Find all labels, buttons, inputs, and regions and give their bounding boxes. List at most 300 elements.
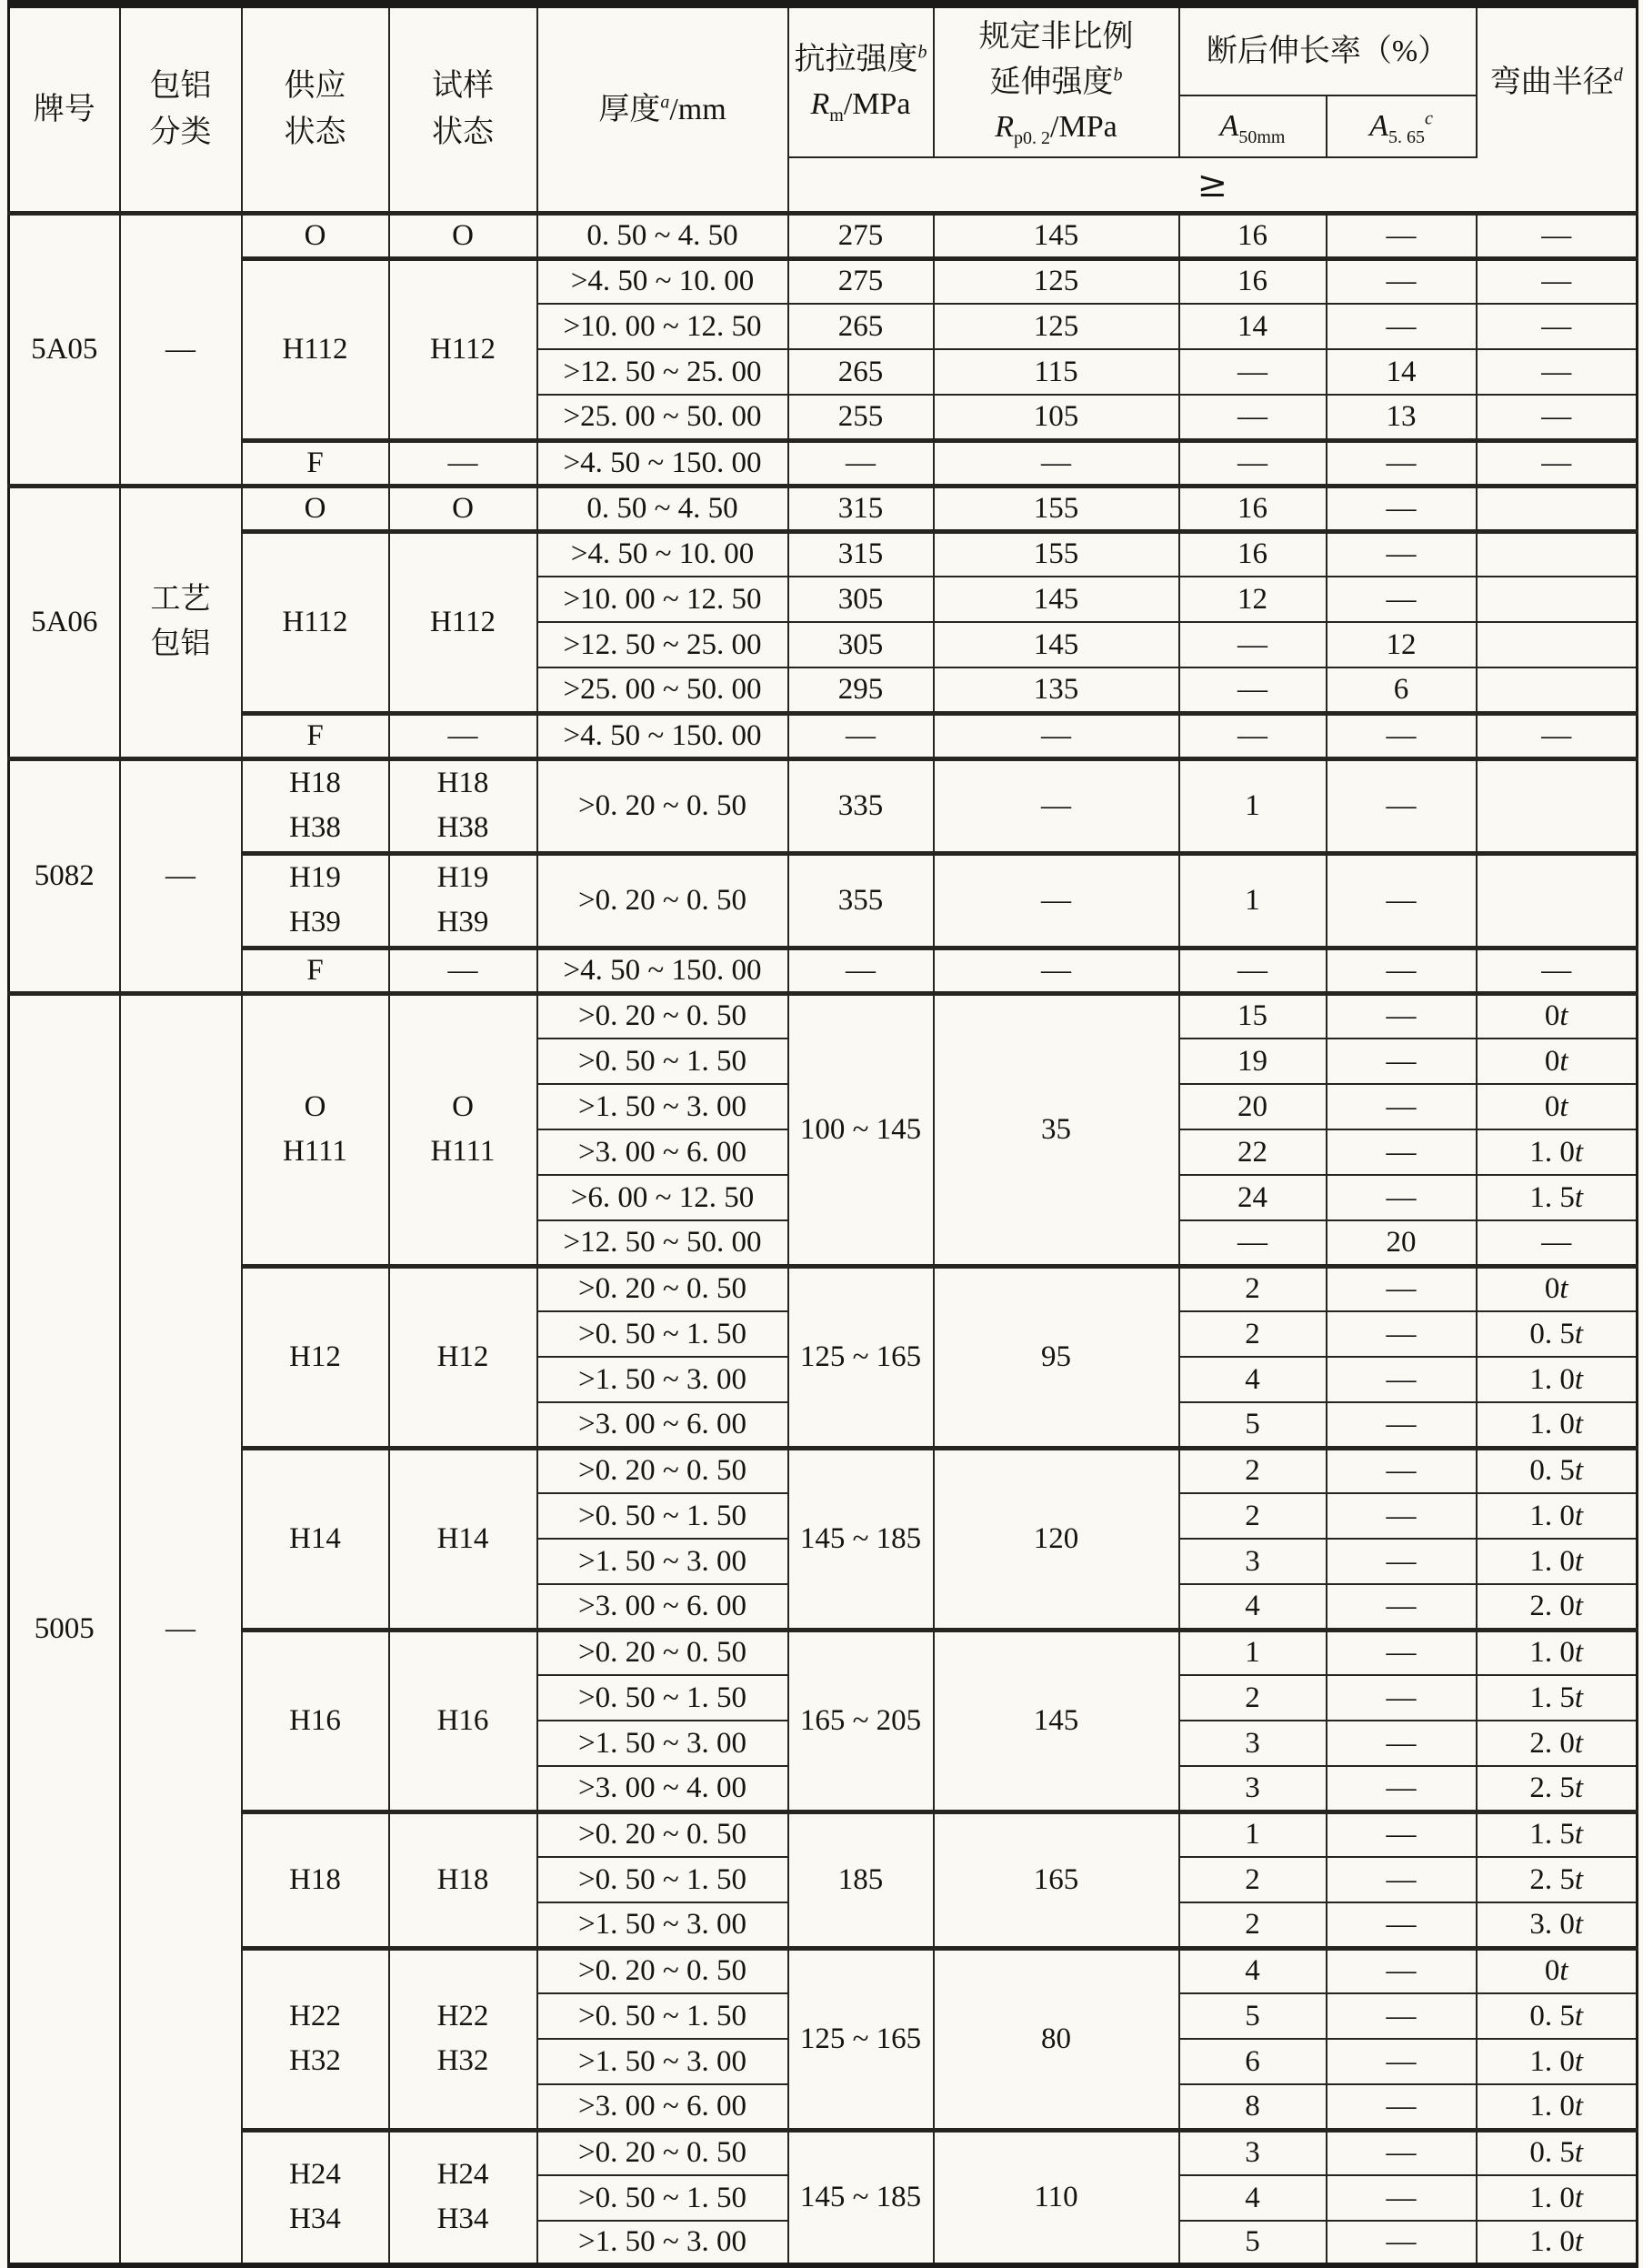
bend-cell <box>1477 758 1638 853</box>
bend-cell: 1. 0t <box>1477 1539 1638 1584</box>
a50-cell: 19 <box>1179 1039 1327 1084</box>
rm-cell: 100 ~ 145 <box>788 993 934 1266</box>
thickness-label: 厚度 <box>598 92 661 126</box>
thickness-cell: >0. 20 ~ 0. 50 <box>537 1448 788 1493</box>
a50-cell: 4 <box>1179 1948 1327 1993</box>
table-row <box>9 258 1638 304</box>
a565-cell: — <box>1327 1539 1477 1584</box>
bend-cell: — <box>1477 349 1638 395</box>
col-header-supply <box>242 5 389 214</box>
thickness-cell: >0. 20 ~ 0. 50 <box>537 2130 788 2175</box>
bend-cell: 1. 5t <box>1477 1175 1638 1220</box>
a50-cell: 16 <box>1179 486 1327 531</box>
thickness-cell: >0. 50 ~ 1. 50 <box>537 1039 788 1084</box>
thickness-cell: >3. 00 ~ 4. 00 <box>537 1766 788 1811</box>
thickness-cell: >4. 50 ~ 150. 00 <box>537 440 788 486</box>
thickness-cell: >12. 50 ~ 50. 00 <box>537 1220 788 1266</box>
col-header-clad-line2: 分类 <box>149 115 212 150</box>
a50-cell: 2 <box>1179 1857 1327 1902</box>
a565-cell: — <box>1327 948 1477 993</box>
a50-cell: 2 <box>1179 1675 1327 1721</box>
a50-cell: — <box>1179 440 1327 486</box>
rm-cell: 315 <box>788 531 934 577</box>
sample-cell: H19 H39 <box>389 853 537 948</box>
rm-cell: 275 <box>788 213 934 258</box>
col-header-a50 <box>1179 95 1327 157</box>
sample-cell: H12 <box>389 1266 537 1448</box>
a565-cell: — <box>1327 1902 1477 1948</box>
supply-cell: F <box>242 713 389 758</box>
rm-cell: 185 <box>788 1811 934 1948</box>
thickness-cell: >3. 00 ~ 6. 00 <box>537 1402 788 1448</box>
a50-cell: — <box>1179 713 1327 758</box>
rp-label-line2: 延伸强度 <box>989 65 1114 99</box>
rp-cell: 80 <box>934 1948 1179 2130</box>
thickness-cell: >0. 50 ~ 1. 50 <box>537 2175 788 2221</box>
a565-cell: — <box>1327 758 1477 853</box>
thickness-cell: >6. 00 ~ 12. 50 <box>537 1175 788 1220</box>
a565-cell: — <box>1327 304 1477 349</box>
bend-cell: 1. 0t <box>1477 1493 1638 1539</box>
thickness-cell: >10. 00 ~ 12. 50 <box>537 304 788 349</box>
col-header-clad <box>120 5 242 214</box>
sample-cell: H14 <box>389 1448 537 1630</box>
supply-cell: H18 H38 <box>242 758 389 853</box>
supply-cell: F <box>242 948 389 993</box>
a565-subscript: 5. 65 <box>1388 126 1425 147</box>
rp-cell: — <box>934 948 1179 993</box>
a50-cell: 1 <box>1179 758 1327 853</box>
footnote-c-marker: c <box>1424 108 1433 129</box>
thickness-cell: >4. 50 ~ 10. 00 <box>537 258 788 304</box>
bend-cell: 1. 5t <box>1477 1675 1638 1721</box>
supply-cell: O <box>242 486 389 531</box>
rm-cell: 315 <box>788 486 934 531</box>
footnote-b-marker: b <box>1113 65 1123 85</box>
bend-cell: 0t <box>1477 1084 1638 1129</box>
rm-cell: 275 <box>788 258 934 304</box>
footnote-d-marker: d <box>1613 65 1623 85</box>
thickness-cell: >0. 20 ~ 0. 50 <box>537 853 788 948</box>
rm-cell: 305 <box>788 577 934 622</box>
sample-cell: — <box>389 713 537 758</box>
rm-cell: 125 ~ 165 <box>788 1266 934 1448</box>
rm-cell: 165 ~ 205 <box>788 1630 934 1811</box>
a565-cell: — <box>1327 1766 1477 1811</box>
table-row <box>9 1948 1638 1993</box>
table-row <box>9 531 1638 577</box>
a50-cell: — <box>1179 622 1327 667</box>
a565-cell: 12 <box>1327 622 1477 667</box>
sample-cell: H22 H32 <box>389 1948 537 2130</box>
bend-cell: 1. 0t <box>1477 1357 1638 1402</box>
clad-cell: 工艺 包铝 <box>120 486 242 758</box>
a50-cell: 24 <box>1179 1175 1327 1220</box>
thickness-cell: >0. 20 ~ 0. 50 <box>537 993 788 1039</box>
rp-symbol: R <box>995 109 1015 144</box>
thickness-cell: >0. 50 ~ 1. 50 <box>537 1493 788 1539</box>
col-header-elongation: 断后伸长率（%） <box>1179 5 1477 95</box>
thickness-cell: >1. 50 ~ 3. 00 <box>537 1357 788 1402</box>
a50-cell: 20 <box>1179 1084 1327 1129</box>
a565-cell: — <box>1327 713 1477 758</box>
sample-cell: H24 H34 <box>389 2130 537 2266</box>
bend-cell <box>1477 531 1638 577</box>
bend-cell <box>1477 853 1638 948</box>
rp-cell: 95 <box>934 1266 1179 1448</box>
a50-cell: 14 <box>1179 304 1327 349</box>
grade-cell: 5A06 <box>9 486 120 758</box>
sample-cell: — <box>389 948 537 993</box>
bend-cell: 2. 5t <box>1477 1857 1638 1902</box>
bend-cell <box>1477 577 1638 622</box>
rp-cell: 125 <box>934 304 1179 349</box>
supply-cell: H18 <box>242 1811 389 1948</box>
supply-cell: O H111 <box>242 993 389 1266</box>
bend-cell: — <box>1477 304 1638 349</box>
thickness-cell: >1. 50 ~ 3. 00 <box>537 2039 788 2084</box>
a50-cell: 2 <box>1179 1311 1327 1357</box>
bend-cell: 2. 0t <box>1477 1584 1638 1630</box>
rp-subscript: p0. 2 <box>1014 127 1051 148</box>
rp-cell: 165 <box>934 1811 1179 1948</box>
supply-cell: F <box>242 440 389 486</box>
rm-cell: 265 <box>788 304 934 349</box>
a565-cell: — <box>1327 440 1477 486</box>
rp-cell: — <box>934 713 1179 758</box>
col-header-bend <box>1477 5 1638 157</box>
a565-cell: — <box>1327 1993 1477 2039</box>
a565-cell: — <box>1327 1266 1477 1311</box>
bend-cell: 0. 5t <box>1477 1993 1638 2039</box>
a565-cell: — <box>1327 486 1477 531</box>
bend-cell: 0. 5t <box>1477 2130 1638 2175</box>
rp-label-line1: 规定非比例 <box>978 20 1134 55</box>
col-header-sample <box>389 5 537 214</box>
rp-cell: 115 <box>934 349 1179 395</box>
rm-cell: 295 <box>788 667 934 713</box>
a565-cell: — <box>1327 2221 1477 2266</box>
rm-cell: 335 <box>788 758 934 853</box>
rm-cell: 145 ~ 185 <box>788 1448 934 1630</box>
a50-cell: 1 <box>1179 1630 1327 1675</box>
bend-cell: 3. 0t <box>1477 1902 1638 1948</box>
col-header-clad-line1: 包铝 <box>149 69 212 104</box>
rm-unit: /MPa <box>843 87 911 122</box>
rp-cell: 135 <box>934 667 1179 713</box>
rp-cell: — <box>934 853 1179 948</box>
a565-cell: — <box>1327 1584 1477 1630</box>
a565-cell: — <box>1327 1948 1477 1993</box>
col-header-supply-line2: 状态 <box>284 115 346 150</box>
a50-cell: 22 <box>1179 1129 1327 1175</box>
table-row <box>9 853 1638 948</box>
rp-cell: 145 <box>934 213 1179 258</box>
thickness-cell: >12. 50 ~ 25. 00 <box>537 349 788 395</box>
sample-cell: O <box>389 213 537 258</box>
a565-cell: — <box>1327 1357 1477 1402</box>
supply-cell: H22 H32 <box>242 1948 389 2130</box>
bend-cell: 0. 5t <box>1477 1448 1638 1493</box>
bend-cell: 1. 0t <box>1477 1402 1638 1448</box>
thickness-cell: >1. 50 ~ 3. 00 <box>537 1902 788 1948</box>
bend-cell: 0t <box>1477 1039 1638 1084</box>
footnote-b-marker: b <box>917 42 927 63</box>
thickness-cell: >4. 50 ~ 150. 00 <box>537 948 788 993</box>
a565-cell: — <box>1327 1448 1477 1493</box>
col-header-thickness <box>537 5 788 214</box>
rm-symbol: R <box>810 87 830 122</box>
table-row <box>9 1630 1638 1675</box>
rm-cell: 305 <box>788 622 934 667</box>
table-row <box>9 2130 1638 2175</box>
thickness-cell: >0. 50 ~ 1. 50 <box>537 1675 788 1721</box>
rp-cell: 35 <box>934 993 1179 1266</box>
thickness-cell: >1. 50 ~ 3. 00 <box>537 2221 788 2266</box>
a50-symbol: A <box>1219 108 1239 143</box>
thickness-cell: >0. 20 ~ 0. 50 <box>537 1630 788 1675</box>
a50-cell: 16 <box>1179 531 1327 577</box>
supply-cell: O <box>242 213 389 258</box>
bend-cell: 1. 0t <box>1477 2221 1638 2266</box>
a565-cell: 13 <box>1327 395 1477 440</box>
thickness-cell: >25. 00 ~ 50. 00 <box>537 667 788 713</box>
a565-cell: — <box>1327 993 1477 1039</box>
a565-cell: — <box>1327 1857 1477 1902</box>
rp-cell: 155 <box>934 486 1179 531</box>
a565-cell: — <box>1327 258 1477 304</box>
sample-cell: H112 <box>389 258 537 440</box>
a50-cell: 4 <box>1179 2175 1327 2221</box>
table-row <box>9 213 1638 258</box>
a565-cell: — <box>1327 1039 1477 1084</box>
a565-cell: — <box>1327 853 1477 948</box>
col-header-sample-line1: 试样 <box>432 69 494 104</box>
rp-cell: 110 <box>934 2130 1179 2266</box>
a565-cell: — <box>1327 2084 1477 2130</box>
supply-cell: H112 <box>242 258 389 440</box>
a50-cell: 3 <box>1179 1721 1327 1766</box>
table-row <box>9 948 1638 993</box>
a50-cell: 4 <box>1179 1357 1327 1402</box>
clad-cell: — <box>120 213 242 486</box>
thickness-cell: 0. 50 ~ 4. 50 <box>537 486 788 531</box>
a565-cell: 14 <box>1327 349 1477 395</box>
bend-cell: 0t <box>1477 1266 1638 1311</box>
table-row <box>9 713 1638 758</box>
col-header-grade: 牌号 <box>9 5 120 214</box>
supply-cell: H112 <box>242 531 389 713</box>
a50-subscript: 50mm <box>1238 126 1286 147</box>
thickness-cell: >25. 00 ~ 50. 00 <box>537 395 788 440</box>
rp-cell: — <box>934 440 1179 486</box>
a565-cell: — <box>1327 2039 1477 2084</box>
rp-cell: 125 <box>934 258 1179 304</box>
rm-cell: 125 ~ 165 <box>788 1948 934 2130</box>
bend-cell: 2. 5t <box>1477 1766 1638 1811</box>
table-row <box>9 1811 1638 1857</box>
a50-cell: — <box>1179 1220 1327 1266</box>
rm-cell: — <box>788 440 934 486</box>
a565-symbol: A <box>1369 108 1388 143</box>
a565-cell: — <box>1327 1311 1477 1357</box>
bend-cell: 1. 0t <box>1477 2084 1638 2130</box>
rp-cell: 120 <box>934 1448 1179 1630</box>
bend-cell: — <box>1477 213 1638 258</box>
a565-cell: 6 <box>1327 667 1477 713</box>
thickness-cell: >0. 20 ~ 0. 50 <box>537 758 788 853</box>
a50-cell: 16 <box>1179 213 1327 258</box>
rp-cell: 145 <box>934 622 1179 667</box>
a565-cell: — <box>1327 213 1477 258</box>
rm-cell: — <box>788 713 934 758</box>
bend-cell: — <box>1477 713 1638 758</box>
a565-cell: — <box>1327 1402 1477 1448</box>
a50-cell: 4 <box>1179 1584 1327 1630</box>
grade-cell: 5082 <box>9 758 120 993</box>
table-row <box>9 758 1638 853</box>
rp-cell: — <box>934 758 1179 853</box>
col-header-rm <box>788 5 934 157</box>
supply-cell: H24 H34 <box>242 2130 389 2266</box>
supply-cell: H19 H39 <box>242 853 389 948</box>
sample-cell: O <box>389 486 537 531</box>
thickness-cell: >0. 20 ~ 0. 50 <box>537 1811 788 1857</box>
footnote-a-marker: a <box>660 92 670 113</box>
supply-cell: H12 <box>242 1266 389 1448</box>
a565-cell: — <box>1327 531 1477 577</box>
rm-label: 抗拉强度 <box>794 42 918 76</box>
a50-cell: 8 <box>1179 2084 1327 2130</box>
bend-cell: 0t <box>1477 1948 1638 1993</box>
a50-cell: 1 <box>1179 853 1327 948</box>
thickness-cell: >0. 20 ~ 0. 50 <box>537 1266 788 1311</box>
rp-unit: /MPa <box>1050 109 1117 144</box>
thickness-cell: >0. 50 ~ 1. 50 <box>537 1993 788 2039</box>
thickness-cell: >1. 50 ~ 3. 00 <box>537 1084 788 1129</box>
table-header <box>9 5 1638 214</box>
a50-cell: — <box>1179 948 1327 993</box>
sample-cell: H16 <box>389 1630 537 1811</box>
bend-cell: 1. 5t <box>1477 1811 1638 1857</box>
a565-cell: — <box>1327 1493 1477 1539</box>
table-body <box>9 213 1638 2266</box>
a50-cell: 2 <box>1179 1902 1327 1948</box>
bend-cell: 2. 0t <box>1477 1721 1638 1766</box>
a50-cell: 5 <box>1179 2221 1327 2266</box>
a50-cell: — <box>1179 667 1327 713</box>
col-header-a565 <box>1327 95 1477 157</box>
a565-cell: — <box>1327 1630 1477 1675</box>
header-row-1 <box>9 5 1638 95</box>
rp-cell: 145 <box>934 577 1179 622</box>
bend-cell: 0. 5t <box>1477 1311 1638 1357</box>
thickness-cell: >3. 00 ~ 6. 00 <box>537 2084 788 2130</box>
a50-cell: — <box>1179 395 1327 440</box>
rm-cell: 355 <box>788 853 934 948</box>
col-header-sample-line2: 状态 <box>432 115 494 150</box>
thickness-cell: >0. 20 ~ 0. 50 <box>537 1948 788 1993</box>
thickness-cell: >0. 50 ~ 1. 50 <box>537 1857 788 1902</box>
table-row <box>9 993 1638 1039</box>
thickness-cell: >4. 50 ~ 10. 00 <box>537 531 788 577</box>
rp-cell: 155 <box>934 531 1179 577</box>
sample-cell: H112 <box>389 531 537 713</box>
grade-cell: 5005 <box>9 993 120 2266</box>
thickness-cell: >12. 50 ~ 25. 00 <box>537 622 788 667</box>
bend-label: 弯曲半径 <box>1489 65 1614 100</box>
bend-cell <box>1477 486 1638 531</box>
rm-cell: — <box>788 948 934 993</box>
bend-cell: — <box>1477 258 1638 304</box>
rm-cell: 145 ~ 185 <box>788 2130 934 2266</box>
table-row <box>9 1266 1638 1311</box>
a50-cell: 2 <box>1179 1448 1327 1493</box>
thickness-cell: >3. 00 ~ 6. 00 <box>537 1129 788 1175</box>
a565-cell: — <box>1327 1084 1477 1129</box>
sample-cell: H18 <box>389 1811 537 1948</box>
a565-cell: — <box>1327 2130 1477 2175</box>
a50-cell: 3 <box>1179 1766 1327 1811</box>
a565-cell: — <box>1327 1811 1477 1857</box>
bend-cell: 1. 0t <box>1477 1630 1638 1675</box>
bend-cell <box>1477 622 1638 667</box>
bend-cell: — <box>1477 1220 1638 1266</box>
a50-cell: 12 <box>1179 577 1327 622</box>
table-row <box>9 486 1638 531</box>
a50-cell: 6 <box>1179 2039 1327 2084</box>
thickness-cell: >0. 50 ~ 1. 50 <box>537 1311 788 1357</box>
a565-cell: — <box>1327 2175 1477 2221</box>
thickness-unit: /mm <box>669 92 726 126</box>
a565-cell: — <box>1327 1175 1477 1220</box>
table-row <box>9 1448 1638 1493</box>
bend-cell: — <box>1477 948 1638 993</box>
bend-cell: — <box>1477 395 1638 440</box>
mechanical-properties-table <box>7 0 1638 2268</box>
sample-cell: O H111 <box>389 993 537 1266</box>
bend-cell: 0t <box>1477 993 1638 1039</box>
table-row <box>9 440 1638 486</box>
a50-cell: — <box>1179 349 1327 395</box>
thickness-cell: >10. 00 ~ 12. 50 <box>537 577 788 622</box>
grade-cell: 5A05 <box>9 213 120 486</box>
a50-cell: 1 <box>1179 1811 1327 1857</box>
a565-cell: — <box>1327 1675 1477 1721</box>
a50-cell: 16 <box>1179 258 1327 304</box>
a565-cell: — <box>1327 1721 1477 1766</box>
thickness-cell: 0. 50 ~ 4. 50 <box>537 213 788 258</box>
a565-cell: — <box>1327 1129 1477 1175</box>
bend-cell: — <box>1477 440 1638 486</box>
sample-cell: — <box>389 440 537 486</box>
sample-cell: H18 H38 <box>389 758 537 853</box>
a565-cell: — <box>1327 577 1477 622</box>
a50-cell: 15 <box>1179 993 1327 1039</box>
thickness-cell: >3. 00 ~ 6. 00 <box>537 1584 788 1630</box>
rp-cell: 145 <box>934 1630 1179 1811</box>
clad-cell: — <box>120 758 242 993</box>
bend-cell: 1. 0t <box>1477 1129 1638 1175</box>
thickness-cell: >1. 50 ~ 3. 00 <box>537 1539 788 1584</box>
rm-cell: 255 <box>788 395 934 440</box>
a50-cell: 3 <box>1179 2130 1327 2175</box>
clad-cell: — <box>120 993 242 2266</box>
rp-cell: 105 <box>934 395 1179 440</box>
a50-cell: 3 <box>1179 1539 1327 1584</box>
supply-cell: H14 <box>242 1448 389 1630</box>
bend-cell: 1. 0t <box>1477 2039 1638 2084</box>
